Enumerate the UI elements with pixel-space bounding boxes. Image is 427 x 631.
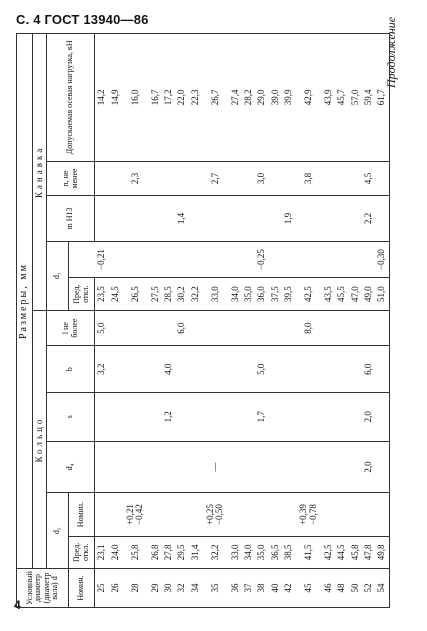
cell-m: 1,4 — [175, 196, 188, 241]
cell-s — [149, 392, 162, 441]
cell-d1_dev — [322, 241, 335, 278]
cell-b — [189, 346, 202, 392]
cell-d: 50 — [349, 569, 362, 608]
cell-s — [95, 392, 109, 441]
cell-l — [375, 310, 389, 346]
cell-b: 6,0 — [362, 346, 375, 392]
cell-d1: 27,5 — [149, 278, 162, 310]
table-row — [162, 34, 175, 608]
cell-l: 5,0 — [95, 310, 109, 346]
cell-b — [175, 346, 188, 392]
table-row — [149, 34, 162, 608]
cell-d4 — [349, 441, 362, 493]
cell-d1: 23,5 — [95, 278, 109, 310]
cell-d3_dev — [149, 493, 162, 536]
cell-d: 30 — [162, 569, 175, 608]
cell-load: 29,0 — [255, 34, 268, 162]
cell-load: 28,2 — [242, 34, 255, 162]
cell-b — [335, 346, 348, 392]
cell-d1_dev — [122, 241, 149, 278]
cell-s: 1,7 — [255, 392, 268, 441]
cell-l — [349, 310, 362, 346]
cell-d4 — [255, 441, 268, 493]
cell-load: 14,9 — [109, 34, 122, 162]
cell-l — [269, 310, 282, 346]
table-row — [122, 34, 149, 608]
cell-d3: 34,0 — [242, 536, 255, 568]
table-row — [189, 34, 202, 608]
cell-d: 32 — [175, 569, 188, 608]
cell-d1_dev — [349, 241, 362, 278]
table-row — [349, 34, 362, 608]
cell-load: 22,3 — [189, 34, 202, 162]
cell-load: 42,9 — [295, 34, 322, 162]
table-row — [229, 34, 242, 608]
cell-d1: 49,0 — [362, 278, 375, 310]
cell-n — [189, 161, 202, 196]
cell-load: 39,9 — [282, 34, 295, 162]
cell-s — [269, 392, 282, 441]
table-row — [335, 34, 348, 608]
cell-load: 39,0 — [269, 34, 282, 162]
cell-d: 42 — [282, 569, 295, 608]
table-row — [255, 34, 268, 608]
table-row — [95, 34, 109, 608]
cell-l — [282, 310, 295, 346]
cell-d: 48 — [335, 569, 348, 608]
cell-d3_dev — [335, 493, 348, 536]
cell-d3: 47,8 — [362, 536, 375, 568]
cell-d: 26 — [109, 569, 122, 608]
col-axial-load: Допускаемая осевая нагрузка, кН — [47, 34, 95, 162]
cell-d1_dev: −0,21 — [95, 241, 109, 278]
cell-d1_dev — [109, 241, 122, 278]
cell-n — [162, 161, 175, 196]
table-row — [175, 34, 188, 608]
cell-d3_dev: +0,39 −0,78 — [295, 493, 322, 536]
cell-n — [149, 161, 162, 196]
table-row — [282, 34, 295, 608]
cell-m — [349, 196, 362, 241]
cell-d: 28 — [122, 569, 149, 608]
cell-d3: 23,1 — [95, 536, 109, 568]
cell-d1_dev: −0,30 — [375, 241, 389, 278]
cell-m — [229, 196, 242, 241]
cell-n: 4,5 — [362, 161, 375, 196]
cell-load: 26,7 — [202, 34, 229, 162]
cell-l: 6,0 — [175, 310, 188, 346]
cell-d1_dev — [362, 241, 375, 278]
cell-d4 — [322, 441, 335, 493]
cell-d3: 36,5 — [269, 536, 282, 568]
cell-m — [162, 196, 175, 241]
cell-s — [229, 392, 242, 441]
cell-d3: 27,8 — [162, 536, 175, 568]
cell-d1_dev — [282, 241, 295, 278]
cell-d1_dev — [269, 241, 282, 278]
cell-d3: 32,2 — [202, 536, 229, 568]
cell-l — [242, 310, 255, 346]
cell-n — [109, 161, 122, 196]
cell-d1: 37,5 — [269, 278, 282, 310]
cell-n — [375, 161, 389, 196]
cell-d1: 30,2 — [175, 278, 188, 310]
cell-b — [202, 346, 229, 392]
col-nominal-diameter: Условный диаметр (диаметр вала) d — [17, 569, 69, 608]
col-d1: d₁ — [47, 241, 69, 310]
col-s: s — [47, 392, 95, 441]
cell-d: 46 — [322, 569, 335, 608]
cell-s: 1,2 — [162, 392, 175, 441]
cell-d3_dev — [255, 493, 268, 536]
cell-d1: 39,5 — [282, 278, 295, 310]
cell-m — [109, 196, 122, 241]
cell-m — [122, 196, 149, 241]
table-row — [322, 34, 335, 608]
cell-b — [242, 346, 255, 392]
cell-b — [229, 346, 242, 392]
cell-n — [349, 161, 362, 196]
cell-s — [349, 392, 362, 441]
cell-d: 52 — [362, 569, 375, 608]
cell-b — [349, 346, 362, 392]
cell-d1: 24,5 — [109, 278, 122, 310]
cell-s — [335, 392, 348, 441]
group-groove: Канавка — [33, 34, 47, 311]
cell-d1: 42,5 — [295, 278, 322, 310]
cell-n: 2,3 — [122, 161, 149, 196]
cell-d: 54 — [375, 569, 389, 608]
cell-d1: 45,5 — [335, 278, 348, 310]
cell-m — [202, 196, 229, 241]
cell-b: 5,0 — [255, 346, 268, 392]
cell-s — [109, 392, 122, 441]
cell-d1: 32,2 — [189, 278, 202, 310]
cell-load: 27,4 — [229, 34, 242, 162]
cell-d1_dev — [295, 241, 322, 278]
cell-d1_dev — [189, 241, 202, 278]
cell-d3_dev — [95, 493, 109, 536]
table-row — [242, 34, 255, 608]
cell-d3_dev — [349, 493, 362, 536]
cell-b — [295, 346, 322, 392]
cell-d1: 47,0 — [349, 278, 362, 310]
cell-b — [122, 346, 149, 392]
cell-m — [149, 196, 162, 241]
cell-d3: 42,5 — [322, 536, 335, 568]
cell-b — [375, 346, 389, 392]
cell-d3_dev — [375, 493, 389, 536]
cell-d1_dev — [202, 241, 229, 278]
cell-b: 3,2 — [95, 346, 109, 392]
cell-load: 45,7 — [335, 34, 348, 162]
cell-l: 8,0 — [295, 310, 322, 346]
cell-n: 3,0 — [255, 161, 268, 196]
cell-d1: 35,0 — [242, 278, 255, 310]
cell-d1: 26,5 — [122, 278, 149, 310]
group-ring: Кольцо — [33, 310, 47, 568]
cell-d1_dev — [229, 241, 242, 278]
cell-b — [322, 346, 335, 392]
table-title: Размеры, мм — [17, 34, 33, 569]
cell-d3_dev — [175, 493, 188, 536]
cell-m: 1,9 — [282, 196, 295, 241]
cell-n — [335, 161, 348, 196]
continuation-label: Продолжение — [384, 16, 398, 88]
cell-n — [175, 161, 188, 196]
cell-l — [335, 310, 348, 346]
table-row — [202, 34, 229, 608]
table-row — [269, 34, 282, 608]
cell-load: 57,0 — [349, 34, 362, 162]
cell-d1: 33,0 — [202, 278, 229, 310]
cell-m: 2,2 — [362, 196, 375, 241]
cell-d3: 35,0 — [255, 536, 268, 568]
cell-n — [229, 161, 242, 196]
cell-d3: 31,4 — [189, 536, 202, 568]
cell-d: 35 — [202, 569, 229, 608]
cell-d3_dev — [282, 493, 295, 536]
cell-d3_dev — [362, 493, 375, 536]
cell-l — [229, 310, 242, 346]
cell-d3: 38,5 — [282, 536, 295, 568]
cell-d3: 41,5 — [295, 536, 322, 568]
cell-d: 29 — [149, 569, 162, 608]
cell-d: 37 — [242, 569, 255, 608]
table-row — [375, 34, 389, 608]
cell-l — [255, 310, 268, 346]
cell-d3: 33,0 — [229, 536, 242, 568]
cell-n — [95, 161, 109, 196]
cell-d3_dev — [269, 493, 282, 536]
cell-load: 61,7 — [375, 34, 389, 162]
cell-m — [269, 196, 282, 241]
cell-d3: 25,8 — [122, 536, 149, 568]
cell-d: 45 — [295, 569, 322, 608]
cell-d3_dev — [322, 493, 335, 536]
cell-d4 — [189, 441, 202, 493]
cell-d3: 24,0 — [109, 536, 122, 568]
cell-d3_dev — [109, 493, 122, 536]
table-row — [362, 34, 375, 608]
cell-d1: 28,5 — [162, 278, 175, 310]
cell-d4 — [122, 441, 149, 493]
cell-l — [189, 310, 202, 346]
cell-l — [162, 310, 175, 346]
page-number: 4 — [14, 598, 21, 612]
cell-d: 36 — [229, 569, 242, 608]
cell-b — [282, 346, 295, 392]
cell-l — [362, 310, 375, 346]
cell-n — [322, 161, 335, 196]
col-n: n, не менее — [47, 161, 95, 196]
cell-d1_dev — [242, 241, 255, 278]
sub-deviation: Пред. откл. — [69, 536, 95, 568]
cell-d4 — [242, 441, 255, 493]
cell-l — [122, 310, 149, 346]
cell-load: 16,0 — [122, 34, 149, 162]
cell-d4 — [375, 441, 389, 493]
cell-d3: 49,8 — [375, 536, 389, 568]
cell-d3_dev — [162, 493, 175, 536]
cell-d4: 2,0 — [362, 441, 375, 493]
cell-s — [242, 392, 255, 441]
cell-d4: — — [202, 441, 229, 493]
cell-l — [149, 310, 162, 346]
sub-nominal: Номин. — [69, 569, 95, 608]
cell-load: 59,4 — [362, 34, 375, 162]
cell-b — [149, 346, 162, 392]
cell-d4 — [295, 441, 322, 493]
sub-nominal: Номин. — [69, 493, 95, 536]
cell-load: 16,7 — [149, 34, 162, 162]
cell-d1: 34,0 — [229, 278, 242, 310]
cell-s: 2,0 — [362, 392, 375, 441]
cell-d4 — [95, 441, 109, 493]
page-header: С. 4 ГОСТ 13940—86 — [16, 12, 149, 27]
cell-d1: 36,0 — [255, 278, 268, 310]
cell-d4 — [175, 441, 188, 493]
cell-s — [375, 392, 389, 441]
cell-d3_dev — [189, 493, 202, 536]
cell-d: 34 — [189, 569, 202, 608]
cell-d1_dev — [335, 241, 348, 278]
dimensions-table — [16, 33, 390, 608]
cell-d3: 26,8 — [149, 536, 162, 568]
cell-d3: 44,5 — [335, 536, 348, 568]
cell-d1_dev — [149, 241, 162, 278]
cell-l — [109, 310, 122, 346]
sub-deviation: Пред. откл. — [69, 278, 95, 310]
cell-s — [322, 392, 335, 441]
cell-s — [202, 392, 229, 441]
cell-b: 4,0 — [162, 346, 175, 392]
cell-d1_dev: −0,25 — [255, 241, 268, 278]
cell-d4 — [109, 441, 122, 493]
cell-d1: 43,5 — [322, 278, 335, 310]
cell-s — [175, 392, 188, 441]
cell-n: 3,8 — [295, 161, 322, 196]
cell-l — [322, 310, 335, 346]
cell-b — [109, 346, 122, 392]
cell-d1_dev — [162, 241, 175, 278]
cell-d3_dev: +0,21 −0,42 — [122, 493, 149, 536]
cell-n — [282, 161, 295, 196]
dimensions-table-wrapper — [16, 33, 390, 608]
cell-s — [295, 392, 322, 441]
cell-d1_dev — [175, 241, 188, 278]
cell-l — [202, 310, 229, 346]
cell-d3_dev: +0,25 −0,50 — [202, 493, 229, 536]
cell-s — [282, 392, 295, 441]
cell-d: 25 — [95, 569, 109, 608]
cell-d3: 45,8 — [349, 536, 362, 568]
cell-d4 — [229, 441, 242, 493]
cell-s — [122, 392, 149, 441]
cell-load: 43,9 — [322, 34, 335, 162]
cell-m — [335, 196, 348, 241]
cell-m — [95, 196, 109, 241]
cell-d4 — [149, 441, 162, 493]
col-l: l не более — [47, 310, 95, 346]
col-d4: d₄ — [47, 441, 95, 493]
cell-n — [269, 161, 282, 196]
col-d2: d₂ — [47, 493, 69, 569]
cell-m — [242, 196, 255, 241]
col-b: b — [47, 346, 95, 392]
cell-b — [269, 346, 282, 392]
cell-d3_dev — [242, 493, 255, 536]
cell-d4 — [162, 441, 175, 493]
table-row — [295, 34, 322, 608]
cell-load: 17,2 — [162, 34, 175, 162]
cell-d4 — [282, 441, 295, 493]
cell-d: 40 — [269, 569, 282, 608]
cell-load: 14,2 — [95, 34, 109, 162]
cell-n — [242, 161, 255, 196]
table-row — [109, 34, 122, 608]
cell-m — [375, 196, 389, 241]
cell-load: 22,0 — [175, 34, 188, 162]
cell-d: 38 — [255, 569, 268, 608]
cell-m — [295, 196, 322, 241]
cell-m — [255, 196, 268, 241]
cell-d4 — [269, 441, 282, 493]
cell-m — [189, 196, 202, 241]
cell-d1: 51,0 — [375, 278, 389, 310]
col-m: m H13 — [47, 196, 95, 241]
cell-d3: 29,5 — [175, 536, 188, 568]
cell-d4 — [335, 441, 348, 493]
cell-s — [189, 392, 202, 441]
cell-d3_dev — [229, 493, 242, 536]
cell-n: 2,7 — [202, 161, 229, 196]
cell-m — [322, 196, 335, 241]
